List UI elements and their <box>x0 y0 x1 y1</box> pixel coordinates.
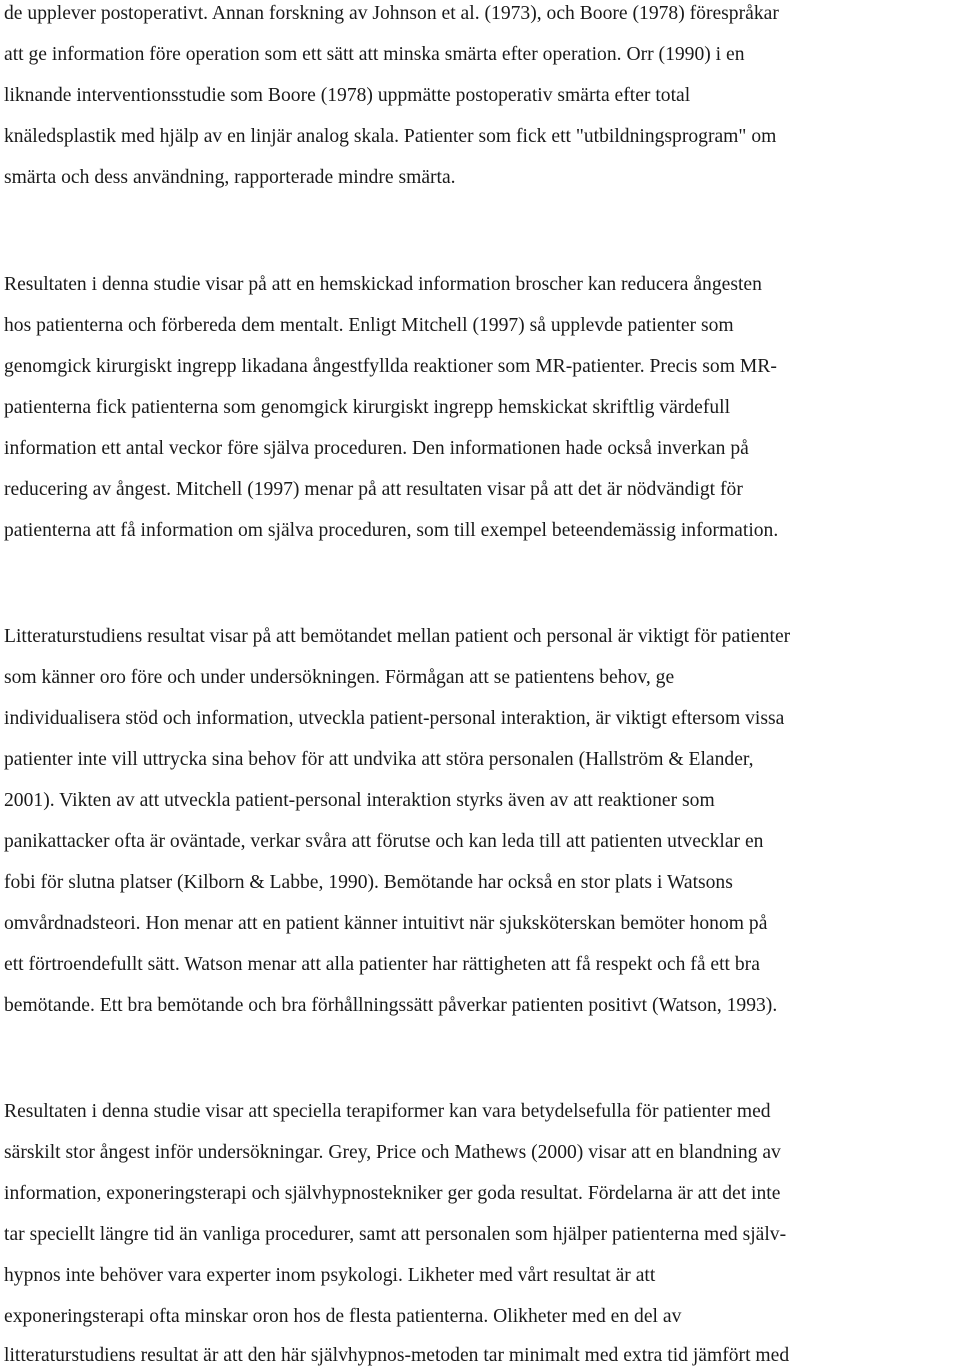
text-line: exponeringsterapi ofta minskar oron hos de flesta patienterna. Olikheter med en del av <box>4 1306 682 1327</box>
text-line: litteraturstudiens resultat är att den här självhypnos-metoden tar minimalt med extra tid jämfört med <box>4 1345 790 1366</box>
text-line: individualisera stöd och information, utveckla patient-personal interaktion, är viktigt eftersom vissa <box>4 708 785 729</box>
text-line: Resultaten i denna studie visar att speciella terapiformer kan vara betydelsefulla för patienter med <box>4 1101 771 1122</box>
text-line: särskilt stor ångest inför undersökningar. Grey, Price och Mathews (2000) visar att en blandning av <box>4 1142 781 1163</box>
text-line: tar speciellt längre tid än vanliga procedurer, samt att personalen som hjälper patienterna med själv- <box>4 1224 787 1245</box>
text-line: 2001). Vikten av att utveckla patient-personal interaktion styrks även av att reaktioner som <box>4 790 715 811</box>
text-line: Resultaten i denna studie visar på att en hemskickad information broscher kan reducera ångesten <box>4 274 762 295</box>
text-line: de upplever postoperativt. Annan forskning av Johnson et al. (1973), och Boore (1978) förespråkar <box>4 3 779 24</box>
text-line: information ett antal veckor före själva proceduren. Den informationen hade också inverkan på <box>4 438 749 459</box>
text-line: smärta och dess användning, rapporterade mindre smärta. <box>4 167 456 188</box>
text-line: hypnos inte behöver vara experter inom psykologi. Likheter med vårt resultat är att <box>4 1265 656 1286</box>
text-line: panikattacker ofta är oväntade, verkar svåra att förutse och kan leda till att patienten utvecklar en <box>4 831 764 852</box>
text-line: genomgick kirurgiskt ingrepp likadana ångestfyllda reaktioner som MR-patienter. Precis som MR- <box>4 356 777 377</box>
text-line: som känner oro före och under undersökningen. Förmågan att se patientens behov, ge <box>4 667 675 688</box>
text-line: reducering av ångest. Mitchell (1997) menar på att resultaten visar på att det är nödvändigt för <box>4 479 743 500</box>
text-line: Litteraturstudiens resultat visar på att bemötandet mellan patient och personal är viktigt för patienter <box>4 626 791 647</box>
text-line: patienter inte vill uttrycka sina behov för att undvika att störa personalen (Hallström & Elander, <box>4 749 754 770</box>
text-line: patienterna att få information om själva proceduren, som till exempel beteendemässig information. <box>4 520 779 541</box>
text-line: ett förtroendefullt sätt. Watson menar att alla patienter har rättigheten att få respekt och få ett bra <box>4 954 760 975</box>
text-line: att ge information före operation som ett sätt att minska smärta efter operation. Orr (1990) i en <box>4 44 745 65</box>
text-line: information, exponeringsterapi och självhypnostekniker ger goda resultat. Fördelarna är att det inte <box>4 1183 781 1204</box>
text-line: liknande interventionsstudie som Boore (1978) uppmätte postoperativ smärta efter total <box>4 85 691 106</box>
text-line: bemötande. Ett bra bemötande och bra förhållningssätt påverkar patienten positivt (Watson, 1993). <box>4 995 778 1016</box>
text-line: omvårdnadsteori. Hon menar att en patient känner intuitivt när sjuksköterskan bemöter honom på <box>4 913 768 934</box>
text-line: patienterna fick patienterna som genomgick kirurgiskt ingrepp hemskickat skriftlig värdefull <box>4 397 731 418</box>
text-line: hos patienterna och förbereda dem mentalt. Enligt Mitchell (1997) så upplevde patienter som <box>4 315 734 336</box>
text-line: fobi för slutna platser (Kilborn & Labbe, 1990). Bemötande har också en stor plats i Watsons <box>4 872 733 893</box>
text-line: knäledsplastik med hjälp av en linjär analog skala. Patienter som fick ett "utbildningsprogram" om <box>4 126 777 147</box>
